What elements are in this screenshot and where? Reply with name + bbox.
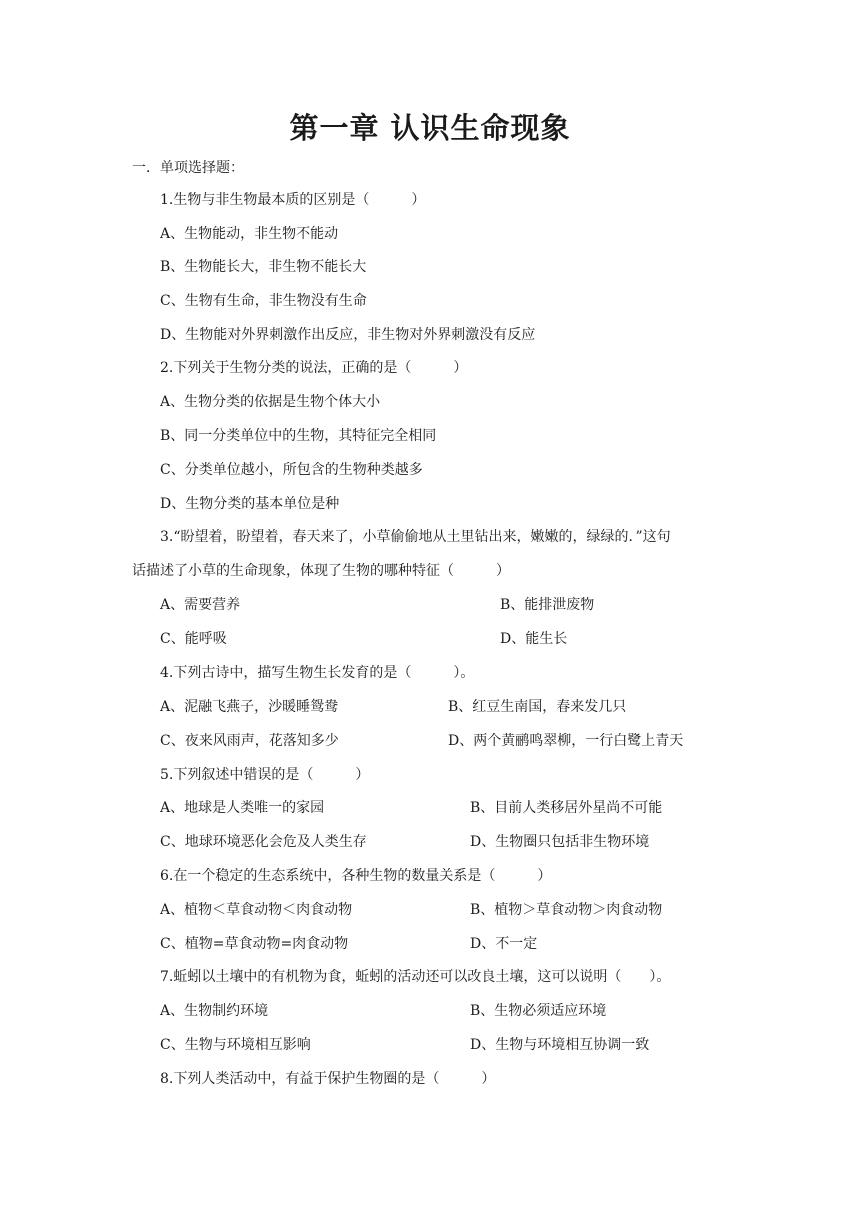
question-2-option-d: D、生物分类的基本单位是种: [160, 496, 340, 512]
question-5-stem: 5.下列叙述中错误的是（ ）: [160, 767, 370, 783]
chapter-title: 第一章 认识生命现象: [289, 111, 571, 145]
question-7-stem: 7.蚯蚓以土壤中的有机物为食，蚯蚓的活动还可以改良土壤，这可以说明（ ）。: [160, 969, 671, 985]
question-5-option-a: A、地球是人类唯一的家园: [160, 800, 325, 816]
question-4-stem: 4.下列古诗中，描写生物生长发育的是（ ）。: [160, 665, 475, 681]
question-7-option-c: C、生物与环境相互影响: [160, 1037, 311, 1053]
question-4-option-d: D、两个黄鹂鸣翠柳，一行白鹭上青天: [448, 733, 684, 749]
question-3-stem: 3.“盼望着，盼望着，春天来了，小草偷偷地从土里钻出来，嫩嫩的，绿绿的．”这句: [160, 529, 671, 545]
question-3-option-c: C、能呼吸: [160, 631, 227, 647]
question-6-option-a: A、植物＜草食动物＜肉食动物: [160, 902, 353, 918]
question-5-option-c: C、地球环境恶化会危及人类生存: [160, 834, 367, 850]
question-7-option-b: B、生物必须适应环境: [470, 1003, 607, 1019]
question-3-stem-continued: 话描述了小草的生命现象，体现了生物的哪种特征（ ）: [132, 563, 510, 579]
question-2-option-c: C、分类单位越小，所包含的生物种类越多: [160, 462, 423, 478]
question-3-option-b: B、能排泄废物: [500, 597, 595, 613]
question-2-option-b: B、同一分类单位中的生物，其特征完全相同: [160, 428, 437, 444]
question-1-option-d: D、生物能对外界刺激作出反应，非生物对外界刺激没有反应: [160, 327, 536, 343]
question-4-option-b: B、红豆生南国，春来发几只: [448, 699, 627, 715]
question-5-option-b: B、目前人类移居外星尚不可能: [470, 800, 663, 816]
question-3-option-d: D、能生长: [500, 631, 568, 647]
question-7-option-d: D、生物与环境相互协调一致: [470, 1037, 650, 1053]
question-6-option-b: B、植物＞草食动物＞肉食动物: [470, 902, 663, 918]
question-2-option-a: A、生物分类的依据是生物个体大小: [160, 394, 381, 410]
question-7-option-a: A、生物制约环境: [160, 1003, 269, 1019]
question-1-option-b: B、生物能长大，非生物不能长大: [160, 259, 367, 275]
question-4-option-c: C、夜来风雨声，花落知多少: [160, 733, 339, 749]
question-3-option-a: A、需要营养: [160, 597, 241, 613]
question-5-option-d: D、生物圈只包括非生物环境: [470, 834, 650, 850]
question-4-option-a: A、泥融飞燕子，沙暖睡鸳鸯: [160, 699, 339, 715]
question-6-stem: 6.在一个稳定的生态系统中，各种生物的数量关系是（ ）: [160, 868, 552, 884]
question-6-option-c: C、植物=草食动物=肉食动物: [160, 936, 349, 952]
question-1-stem: 1.生物与非生物最本质的区别是（ ）: [160, 192, 426, 208]
question-6-option-d: D、不一定: [470, 936, 538, 952]
question-2-stem: 2.下列关于生物分类的说法，正确的是（ ）: [160, 360, 468, 376]
question-1-option-a: A、生物能动，非生物不能动: [160, 226, 339, 242]
question-1-option-c: C、生物有生命，非生物没有生命: [160, 293, 367, 309]
question-8-stem: 8.下列人类活动中，有益于保护生物圈的是（ ）: [160, 1071, 496, 1087]
section-heading: 一．单项选择题：: [132, 160, 244, 176]
